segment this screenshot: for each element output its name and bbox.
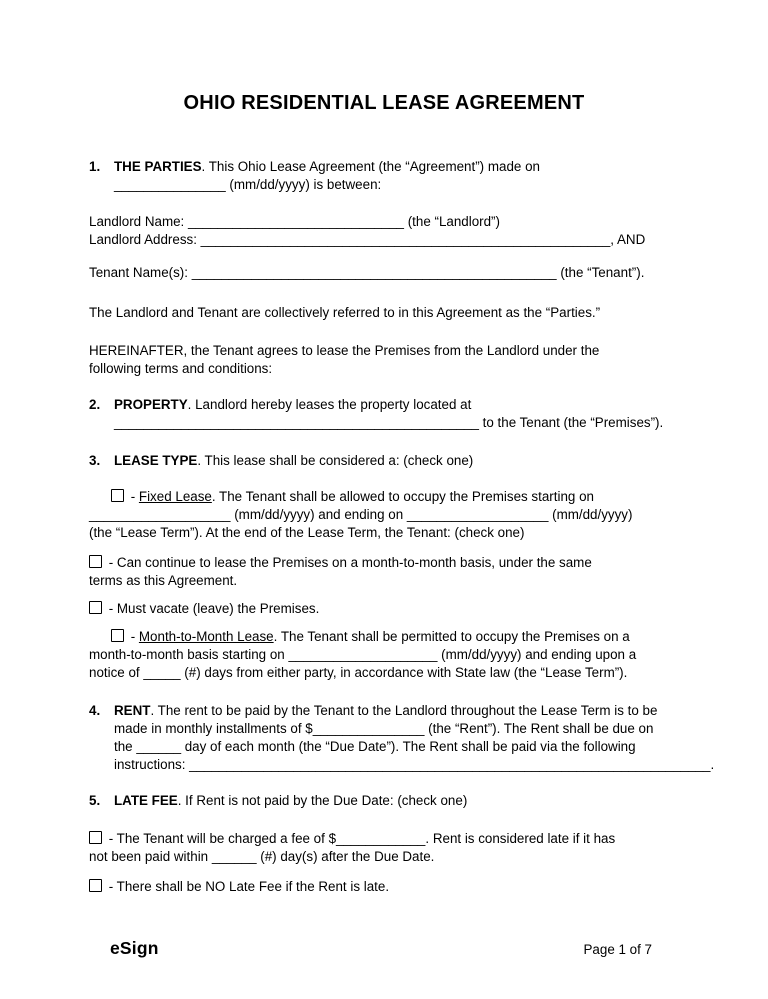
document-body [89, 158, 715, 896]
hereinafter-clause [89, 342, 695, 378]
agreement-date-blank-line: _______________ (mm/dd/yyyy) is between: [114, 177, 382, 192]
section-late-fee-number: 5. [89, 793, 101, 808]
late-fee-charged-line2: not been paid within ______ (#) day(s) after the Due Date. [89, 849, 435, 864]
late-fee-charged-line1: - The Tenant will be charged a fee of $____________. Rent is considered late if it has [105, 831, 616, 846]
option-no-late-fee [89, 878, 695, 896]
vacate-option-text: - Must vacate (leave) the Premises. [105, 601, 320, 616]
continue-option-line2: terms as this Agreement. [89, 573, 238, 588]
no-late-fee-text: - There shall be NO Late Fee if the Rent is late. [105, 879, 390, 894]
option-must-vacate [89, 600, 695, 618]
section-late-fee-intro-text: . If Rent is not paid by the Due Date: (check one) [177, 793, 468, 808]
parties-clause-text: The Landlord and Tenant are collectively referred to in this Agreement as the “Parties.” [89, 305, 601, 320]
no-late-fee-checkbox-icon[interactable] [89, 879, 102, 892]
fixed-lease-checkbox-icon[interactable] [111, 489, 124, 502]
section-parties-intro [89, 158, 695, 194]
section-rent-heading: RENT [114, 703, 151, 718]
option-fixed-lease [89, 488, 695, 542]
property-address-blank-line: _________________________________________________ to the Tenant (the “Premises”). [114, 415, 664, 430]
esign-logo: eSign [110, 938, 159, 958]
landlord-address-line: Landlord Address: _______________________________________________________, AND [89, 232, 646, 247]
section-property-heading: PROPERTY [114, 397, 188, 412]
page-footer [110, 939, 652, 959]
fixed-lease-text: . The Tenant shall be allowed to occupy the Premises starting on [211, 489, 594, 504]
document-title: OHIO RESIDENTIAL LEASE AGREEMENT [183, 92, 585, 114]
section-lease-type-heading: LEASE TYPE [114, 453, 198, 468]
section-parties-number: 1. [89, 159, 101, 174]
vacate-option-checkbox-icon[interactable] [89, 601, 102, 614]
section-parties-intro-text: . This Ohio Lease Agreement (the “Agreement”) made on [201, 159, 540, 174]
continue-option-checkbox-icon[interactable] [89, 555, 102, 568]
section-rent-number: 4. [89, 703, 101, 718]
section-property [89, 396, 695, 432]
month-to-month-dash: - [127, 629, 139, 644]
section-rent [89, 702, 715, 774]
page-indicator: Page 1 of 7 [583, 942, 652, 957]
section-property-intro-text: . Landlord hereby leases the property located at [187, 397, 472, 412]
rent-due-date-line: the ______ day of each month (the “Due Date”). The Rent shall be paid via the following [114, 739, 636, 754]
tenant-name-line: Tenant Name(s): _________________________________________________ (the “Tenant”). [89, 265, 645, 280]
continue-option-line1: - Can continue to lease the Premises on a month-to-month basis, under the same [105, 555, 592, 570]
section-late-fee-heading: LATE FEE [114, 793, 178, 808]
hereinafter-line1: HEREINAFTER, the Tenant agrees to lease the Premises from the Landlord under the [89, 343, 600, 358]
section-property-number: 2. [89, 397, 101, 412]
month-to-month-checkbox-icon[interactable] [111, 629, 124, 642]
section-lease-type-intro-text: . This lease shall be considered a: (check one) [197, 453, 474, 468]
option-late-fee-charged [89, 830, 695, 866]
landlord-info [89, 213, 695, 249]
rent-amount-line: made in monthly installments of $_______________ (the “Rent”). The Rent shall be due on [114, 721, 654, 736]
section-rent-intro-text: . The rent to be paid by the Tenant to the Landlord throughout the Lease Term is to be [150, 703, 658, 718]
month-to-month-notice-line: notice of _____ (#) days from either party, in accordance with State law (the “Lease Term”). [89, 665, 628, 680]
hereinafter-line2: following terms and conditions: [89, 361, 273, 376]
fixed-lease-dash: - [127, 489, 139, 504]
section-lease-type-number: 3. [89, 453, 101, 468]
section-parties-heading: THE PARTIES [114, 159, 202, 174]
late-fee-charged-checkbox-icon[interactable] [89, 831, 102, 844]
option-continue-month-to-month [89, 554, 695, 590]
section-lease-type [89, 452, 695, 470]
month-to-month-label: Month-to-Month Lease [138, 629, 274, 644]
landlord-name-line: Landlord Name: _____________________________ (the “Landlord”) [89, 214, 500, 229]
month-to-month-text: . The Tenant shall be permitted to occupy the Premises on a [273, 629, 630, 644]
tenant-info [89, 264, 695, 282]
section-late-fee [89, 792, 695, 810]
fixed-lease-label: Fixed Lease [138, 489, 212, 504]
fixed-lease-dates-line: ___________________ (mm/dd/yyyy) and ending on ___________________ (mm/dd/yyyy) [89, 507, 633, 522]
parties-clause [89, 304, 695, 322]
rent-instructions-line: instructions: ______________________________________________________________________. [114, 757, 715, 772]
fixed-lease-term-line: (the “Lease Term”). At the end of the Lease Term, the Tenant: (check one) [89, 525, 525, 540]
month-to-month-start-line: month-to-month basis starting on ____________________ (mm/dd/yyyy) and ending upon a [89, 647, 637, 662]
option-month-to-month-lease [89, 628, 695, 682]
